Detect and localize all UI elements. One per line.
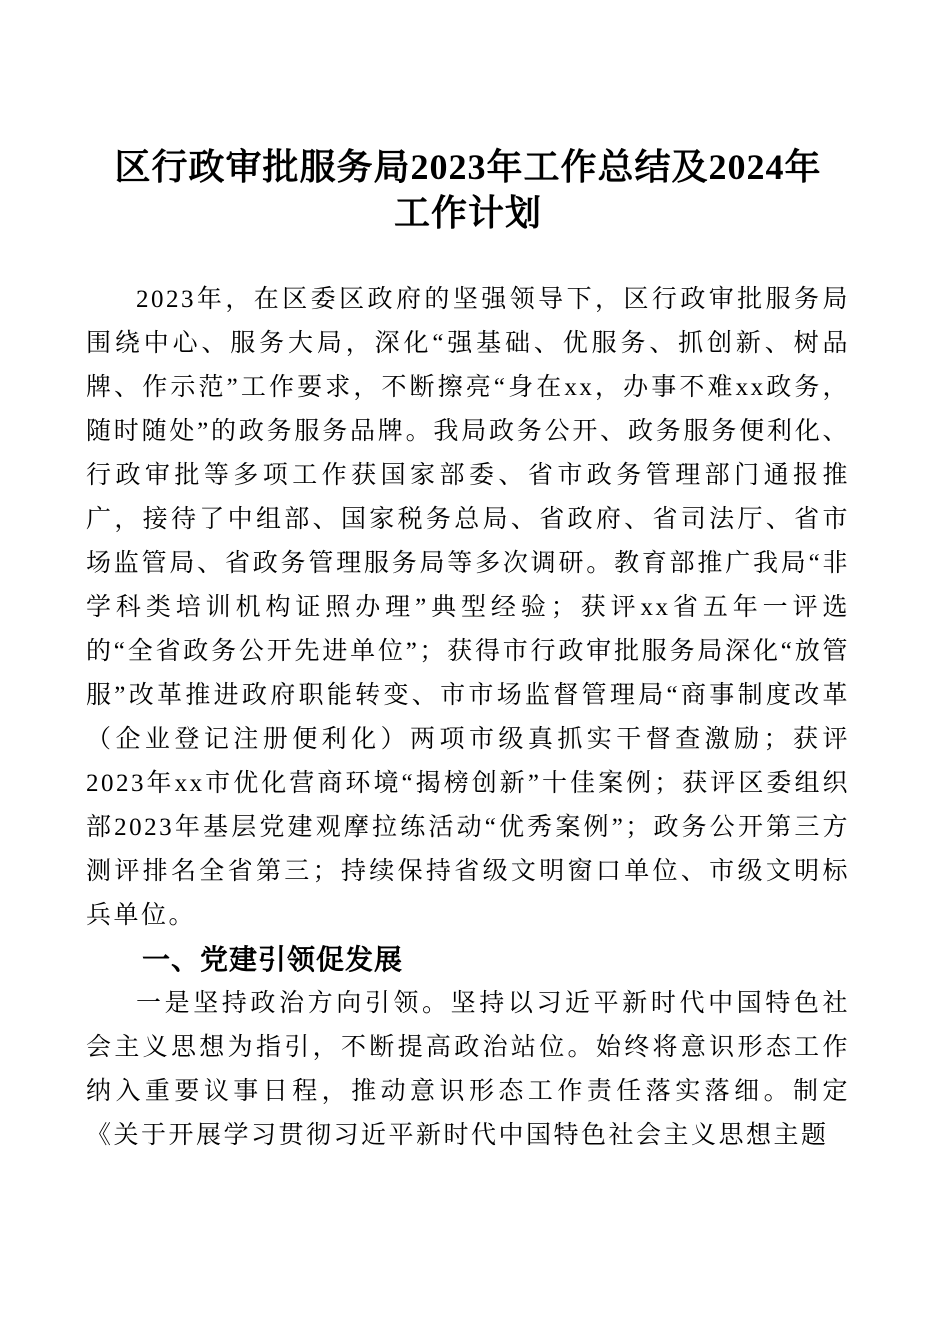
section-1-heading: 一、党建引领促发展	[142, 944, 404, 975]
intro-paragraph: 2023年，在区委区政府的坚强领导下，区行政审批服务局围绕中心、服务大局，深化“强基础、优服务、抓创新、树品牌、作示范”工作要求，不断擦亮“身在xx，办事不难xx政务，随时随处”的政务服务品牌。我局政务公开、政务服务便利化、行政审批等多项工作获国家部委、省市政务管理部门通报推广，接待了中组部、国家税务总局、省政府、省司法厅、省市场监管局、省政务管理服务局等多次调研。教育部推广我局“非学科类培训机构证照办理”典型经验；获评xx省五年一评选的“全省政务公开先进单位”；获得市行政审批服务局深化“放管服”改革推进政府职能转变、市市场监督管理局“商事制度改革（企业登记注册便利化）两项市级真抓实干督查激励；获评2023年xx市优化营商环境“揭榜创新”十佳案例；获评区委组织部2023年基层党建观摩拉练活动“优秀案例”；政务公开第三方测评排名全省第三；持续保持省级文明窗口单位、市级文明标兵单位。	[86, 286, 850, 929]
section-1-paragraph: 一是坚持政治方向引领。坚持以习近平新时代中国特色社会主义思想为指引，不断提高政治站位。始终将意识形态工作纳入重要议事日程，推动意识形态工作责任落实落细。制定《关于开展学习贯彻习近平新时代中国特色社会主义思想主题	[86, 990, 850, 1149]
document-title: 区行政审批服务局2023年工作总结及2024年工作计划	[114, 147, 822, 233]
document-body	[86, 278, 850, 1158]
